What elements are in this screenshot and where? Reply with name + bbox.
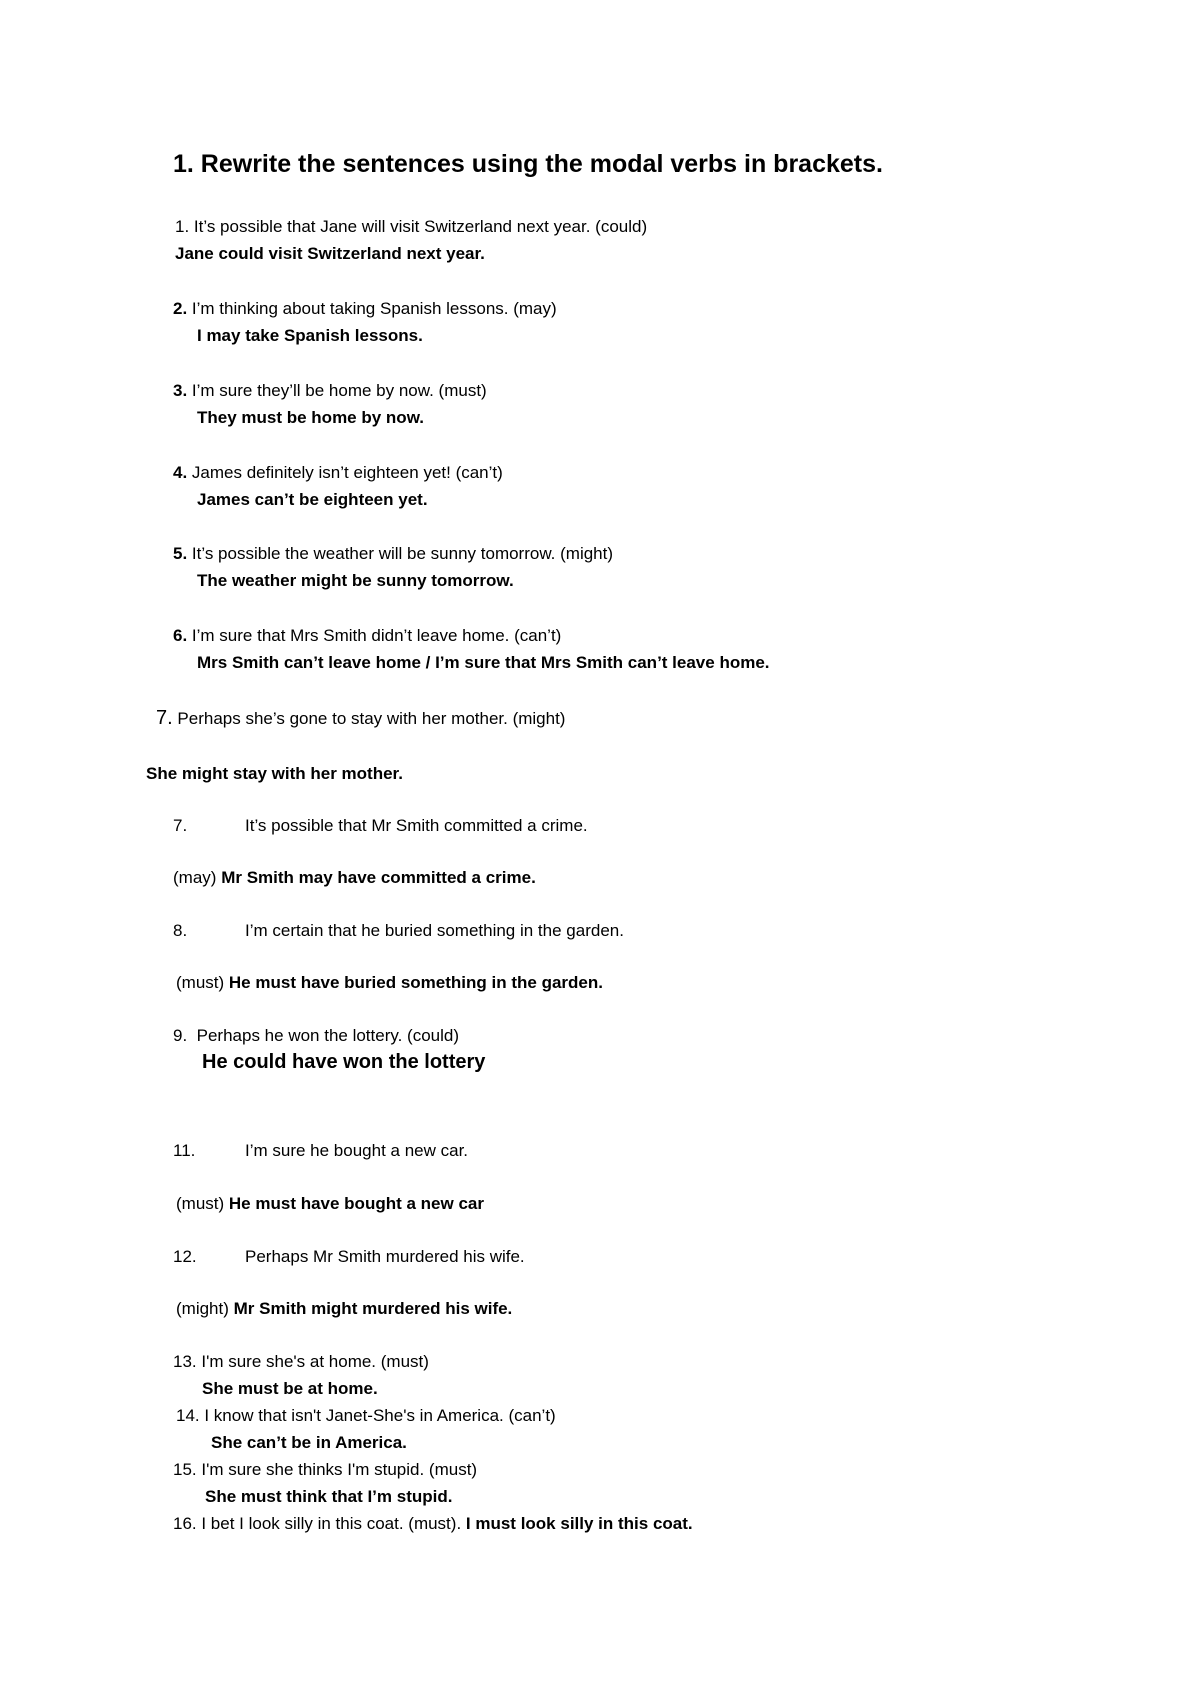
- answer-13: She must be at home.: [202, 1379, 378, 1398]
- question-7a: [156, 707, 565, 730]
- question-text: I’m thinking about taking Spanish lessons. (may): [191, 299, 557, 318]
- question-7b-text: It’s possible that Mr Smith committed a crime.: [245, 816, 588, 835]
- question-12-text: Perhaps Mr Smith murdered his wife.: [245, 1247, 525, 1266]
- answer-4: James can’t be eighteen yet.: [197, 490, 428, 509]
- answer-3: They must be home by now.: [197, 408, 425, 427]
- question-2: [173, 298, 557, 320]
- question-11-number: 11.: [173, 1141, 196, 1160]
- question-number: 5.: [173, 544, 188, 563]
- answer-16: I must look silly in this coat.: [465, 1514, 693, 1533]
- page-title: 1. Rewrite the sentences using the modal verbs in brackets.: [173, 150, 883, 178]
- question-number: 4.: [173, 463, 188, 482]
- question-text: Perhaps she’s gone to stay with her mother. (might): [177, 709, 566, 728]
- question-6: [173, 625, 561, 647]
- answer-text: He must have buried something in the garden.: [228, 973, 603, 992]
- answer-6: Mrs Smith can’t leave home / I’m sure that Mrs Smith can’t leave home.: [197, 653, 770, 672]
- question-15: 15. I'm sure she thinks I'm stupid. (must): [173, 1460, 478, 1479]
- question-8-number: 8.: [173, 921, 188, 940]
- question-number: 2.: [173, 299, 188, 318]
- question-1: 1. It’s possible that Jane will visit Switzerland next year. (could): [175, 217, 648, 236]
- hint: (must): [176, 973, 225, 992]
- answer-1: Jane could visit Switzerland next year.: [175, 244, 485, 263]
- answer-9: He could have won the lottery: [202, 1051, 486, 1073]
- hint: (may): [173, 868, 217, 887]
- question-9: [173, 1025, 459, 1047]
- question-number: 3.: [173, 381, 188, 400]
- answer-15: She must think that I’m stupid.: [205, 1487, 453, 1506]
- question-14: 14. I know that isn't Janet-She's in America. (can’t): [176, 1406, 556, 1425]
- question-text: 16. I bet I look silly in this coat. (must).: [173, 1514, 462, 1533]
- answer-5: The weather might be sunny tomorrow.: [197, 571, 514, 590]
- question-number: 7.: [156, 707, 173, 729]
- question-4: [173, 462, 503, 484]
- answer-text: Mr Smith might murdered his wife.: [233, 1299, 513, 1318]
- answer-8: [176, 972, 603, 994]
- question-text: I’m sure that Mrs Smith didn’t leave home. (can’t): [191, 626, 562, 645]
- question-12-number: 12.: [173, 1247, 197, 1266]
- question-number: 9.: [173, 1026, 188, 1045]
- answer-11: [176, 1193, 484, 1215]
- answer-7a: She might stay with her mother.: [146, 764, 403, 783]
- answer-text: He must have bought a new car: [228, 1194, 484, 1213]
- question-16: [173, 1513, 693, 1535]
- question-8-text: I’m certain that he buried something in the garden.: [245, 921, 624, 940]
- question-13: 13. I'm sure she's at home. (must): [173, 1352, 429, 1371]
- answer-7b: [173, 867, 536, 889]
- question-text: James definitely isn’t eighteen yet! (can’t): [191, 463, 503, 482]
- question-5: [173, 543, 613, 565]
- question-11-text: I’m sure he bought a new car.: [245, 1141, 469, 1160]
- question-text: I’m sure they’ll be home by now. (must): [191, 381, 487, 400]
- answer-12: [176, 1298, 512, 1320]
- answer-14: She can’t be in America.: [211, 1433, 407, 1452]
- hint: (might): [176, 1299, 229, 1318]
- answer-text: Mr Smith may have committed a crime.: [221, 868, 536, 887]
- question-text: It’s possible the weather will be sunny tomorrow. (might): [191, 544, 614, 563]
- answer-2: I may take Spanish lessons.: [197, 326, 423, 345]
- question-text: Perhaps he won the lottery. (could): [196, 1026, 460, 1045]
- question-3: [173, 380, 487, 402]
- question-7b-number: 7.: [173, 816, 188, 835]
- hint: (must): [176, 1194, 225, 1213]
- question-number: 6.: [173, 626, 188, 645]
